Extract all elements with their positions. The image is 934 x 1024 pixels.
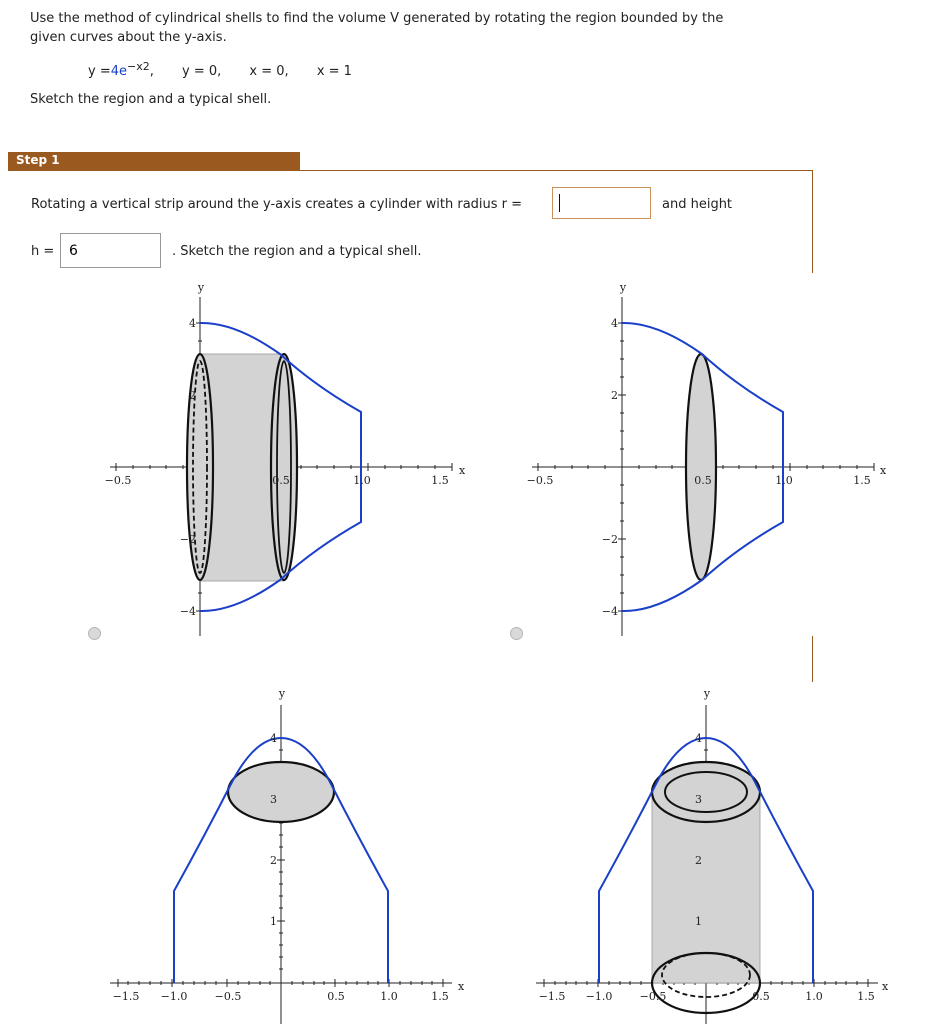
graph-top-right[interactable] [527, 281, 887, 636]
graph-bottom-right[interactable] [536, 687, 889, 1024]
x-axis-label: x [880, 464, 887, 477]
x-tick-label: 0.5 [327, 990, 345, 1003]
x-tick-label: 0.5 [272, 474, 290, 487]
x-tick-label: −0.5 [526, 474, 554, 487]
eq1-suffix: , [149, 64, 154, 80]
graph-bottom-left[interactable] [110, 687, 465, 1024]
x-tick-label: 0.5 [752, 990, 770, 1003]
y-tick-label: 2 [189, 389, 196, 402]
shell-disk [686, 354, 716, 580]
y-tick-label: 1 [270, 915, 277, 928]
sketch-shell-instruction: . Sketch the region and a typical shell. [172, 244, 422, 259]
sketch-instruction: Sketch the region and a typical shell. [30, 92, 272, 107]
shell-disk [228, 762, 334, 822]
y-tick-label: −4 [601, 605, 618, 618]
y-tick-label: 2 [270, 854, 277, 867]
x-tick-label: −0.5 [104, 474, 132, 487]
equation-x0: x = 0, [249, 64, 289, 80]
y-tick-label: 3 [695, 793, 702, 806]
x-tick-label: 1.0 [353, 474, 371, 487]
y-tick-label: 1 [695, 915, 702, 928]
x-tick-label: −1.0 [160, 990, 188, 1003]
x-tick-label: −1.0 [585, 990, 613, 1003]
y-axis-label: y [703, 687, 711, 700]
graph-top-left[interactable] [105, 281, 466, 636]
y-tick-label: 2 [695, 854, 702, 867]
radius-prompt: Rotating a vertical strip around the y-axis creates a cylinder with radius r = [31, 197, 523, 212]
x-tick-label: −1.5 [538, 990, 566, 1003]
x-axis-label: x [458, 980, 465, 993]
x-axis-label: x [882, 980, 889, 993]
y-axis-label: y [197, 281, 205, 294]
y-tick-label: 4 [695, 732, 702, 745]
y-tick-label: 4 [270, 732, 277, 745]
y-axis-label: y [278, 687, 286, 700]
x-tick-label: −0.5 [214, 990, 242, 1003]
x-tick-label: 1.0 [775, 474, 793, 487]
x-tick-label: 1.0 [380, 990, 398, 1003]
x-tick-label: 1.5 [853, 474, 871, 487]
eq1-prefix: y = [88, 64, 111, 80]
x-tick-label: 1.5 [857, 990, 875, 1003]
problem-line-2: given curves about the y-axis. [30, 30, 227, 45]
eq1-exponent: −x2 [127, 60, 150, 73]
shell-outer-rim [271, 354, 297, 580]
shell-inner-rim [187, 354, 213, 580]
and-height-label: and height [662, 197, 733, 212]
x-tick-label: 1.5 [431, 990, 449, 1003]
height-label: h = [31, 244, 55, 259]
x-tick-label: 1.5 [431, 474, 449, 487]
step-label: Step 1 [16, 153, 60, 167]
y-tick-label: −4 [179, 605, 196, 618]
y-tick-label: −2 [601, 533, 618, 546]
y-tick-label: −2 [179, 533, 196, 546]
y-axis-label: y [619, 281, 627, 294]
equation-y0: y = 0, [182, 64, 222, 80]
x-tick-label: −1.5 [112, 990, 140, 1003]
x-axis-label: x [459, 464, 466, 477]
shell-top-inner [665, 772, 747, 812]
x-tick-label: 1.0 [805, 990, 823, 1003]
eq1-coefficient: 4e [110, 64, 127, 80]
x-tick-label: 0.5 [694, 474, 712, 487]
y-tick-label: 3 [270, 793, 277, 806]
equation-x1: x = 1 [316, 64, 352, 80]
problem-line-1: Use the method of cylindrical shells to find the volume V generated by rotating the region bounded by the [30, 11, 724, 26]
y-tick-label: 4 [189, 317, 196, 330]
x-tick-label: −0.5 [639, 990, 667, 1003]
y-tick-label: 2 [611, 389, 618, 402]
y-tick-label: 4 [611, 317, 618, 330]
